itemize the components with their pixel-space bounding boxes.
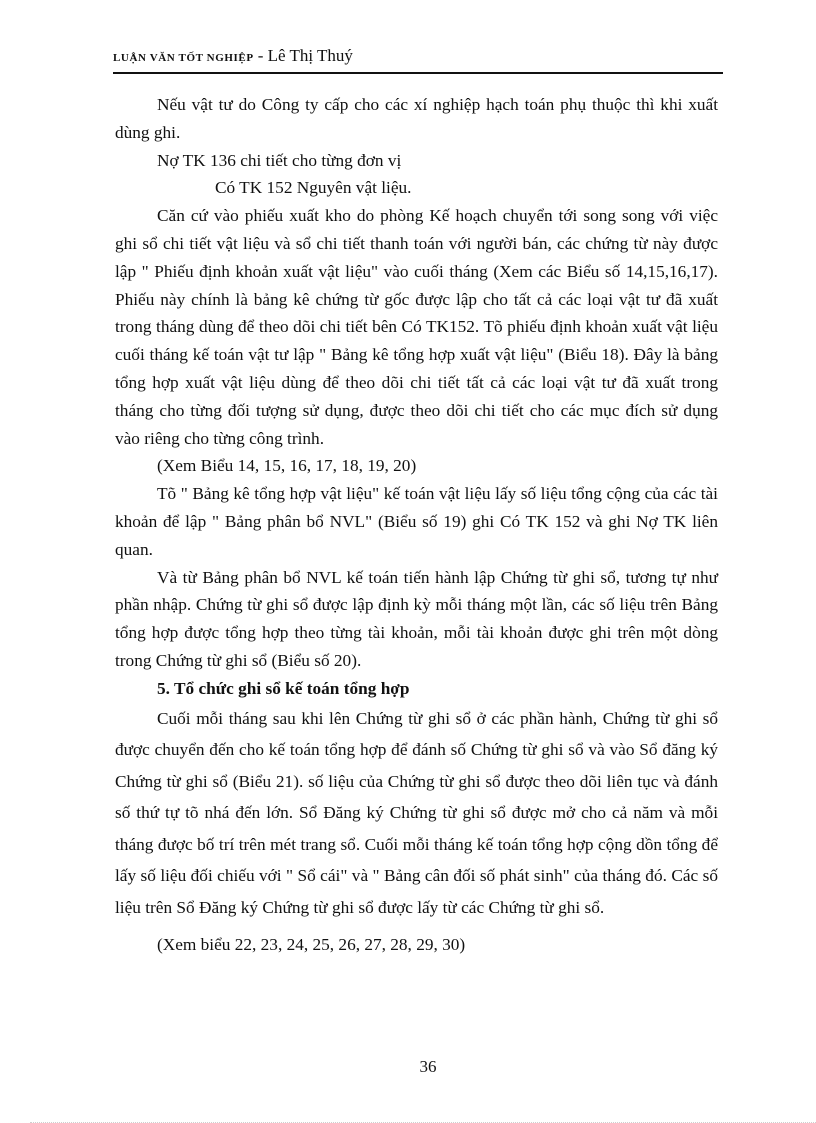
paragraph-internal-supply: Nếu vật tư do Công ty cấp cho các xí nghiệp hạch toán phụ thuộc thì khi xuất dùng ghi. xyxy=(115,95,718,142)
body-text xyxy=(115,91,718,959)
paragraph-voucher-recording: Và từ Bảng phân bổ NVL kế toán tiến hành lập Chứng từ ghi sổ, tương tự như phần nhập. Chứng từ ghi sổ được lập định kỳ mỗi tháng một lần, các số liệu trên Bảng tổng hợp được tổng hợp theo từng tài khoản, mỗi tài khoản được ghi trên một dòng trong Chứng từ ghi sổ (Biểu số 20). xyxy=(115,567,718,670)
page-header xyxy=(113,46,723,74)
author-name: - Lê Thị Thuý xyxy=(257,46,353,65)
ledger-debit-entry: Nợ TK 136 chi tiết cho từng đơn vị xyxy=(157,150,402,170)
paragraph-general-ledger: Cuối mỗi tháng sau khi lên Chứng từ ghi sổ ở các phần hành, Chứng từ ghi sổ được chuyển đến cho kế toán tổng hợp để đánh số Chứng từ ghi sổ và vào Sổ đăng ký Chứng từ ghi sổ (Biểu 21). số liệu của Chứng từ ghi sổ được theo dõi liên tục và đánh số thứ tự tõ nhá đến lớn. Sổ Đăng ký Chứng từ ghi sổ được mở cho cả năm và mỗi tháng được bố trí trên mét trang sổ. Cuối mỗi tháng kế toán tổng hợp cộng dồn tổng để lấy số liệu đối chiếu với " Sổ cái" và " Bảng cân đối số phát sinh" của tháng đó. Các số liệu trên Sổ Đăng ký Chứng từ ghi sổ được lấy từ các Chứng từ ghi sổ. xyxy=(115,708,718,917)
paragraph-allocation-table: Tõ " Bảng kê tổng hợp vật liệu" kế toán vật liệu lấy số liệu tổng cộng của các tài khoản để lập " Bảng phân bổ NVL" (Biểu số 19) ghi Có TK 152 và ghi Nợ TK liên quan. xyxy=(115,484,718,559)
section-heading: 5. Tổ chức ghi sổ kế toán tổng hợp xyxy=(157,678,410,698)
reference-forms-14-20: (Xem Biểu 14, 15, 16, 17, 18, 19, 20) xyxy=(157,456,417,476)
ledger-credit-entry: Có TK 152 Nguyên vật liệu. xyxy=(215,178,412,198)
paragraph-issue-slip: Căn cứ vào phiếu xuất kho do phòng Kế hoạch chuyển tới song song với việc ghi sổ chi tiết vật liệu và sổ chi tiết thanh toán với người bán, các chứng từ này được lập " Phiếu định khoản xuất vật liệu" vào cuối tháng (Xem các Biểu số 14,15,16,17). Phiếu này chính là bảng kê chứng từ gốc được lập cho tất cả các loại vật tư đã xuất trong tháng dùng để theo dõi chi tiết bên Có TK152. Tõ phiếu định khoản xuất vật liệu cuối tháng kế toán vật tư lập " Bảng kê tổng hợp xuất vật liệu" (Biểu 18). Đây là bảng tổng hợp xuất vật liệu dùng để theo dõi chi tiết tất cả các loại vật tư đã xuất trong tháng cho từng đối tượng sử dụng, được theo dõi chi tiết cho các mục đích sử dụng vào riêng cho từng công trình. xyxy=(115,206,718,448)
reference-forms-22-30: (Xem biểu 22, 23, 24, 25, 26, 27, 28, 29, 30) xyxy=(157,935,466,955)
thesis-title: LUẬN VĂN TỐT NGHIỆP xyxy=(113,52,254,64)
page-number: 36 xyxy=(419,1057,437,1076)
